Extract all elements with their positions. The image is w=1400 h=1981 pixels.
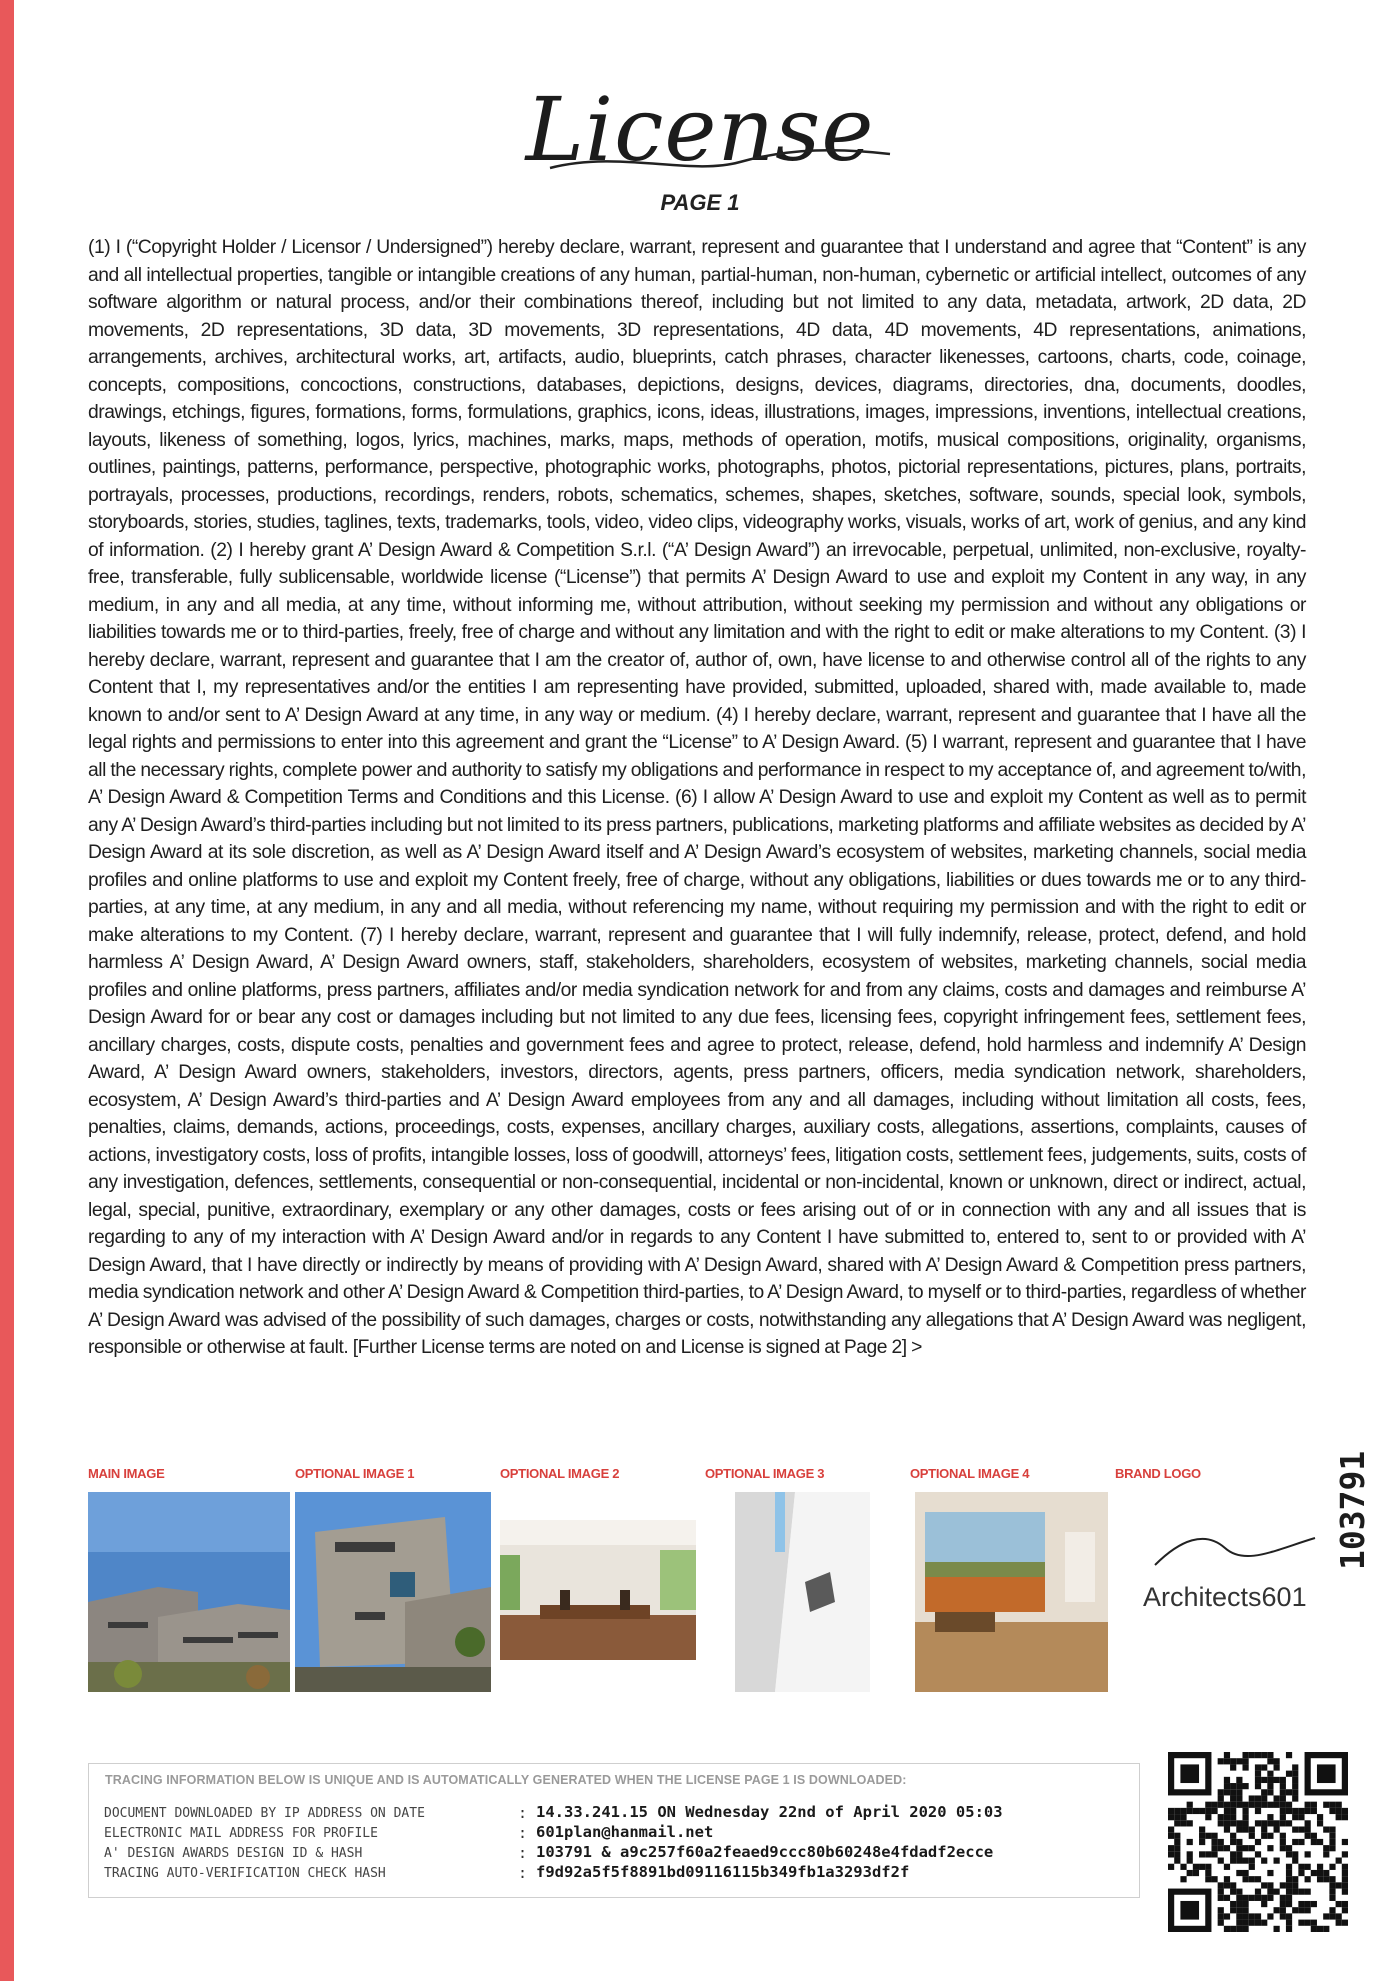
- optional-image-1: [295, 1492, 491, 1692]
- trace-value-design-id-hash: 103791 & a9c257f60a2feaed9ccc80b60248e4fdadf2ecce: [536, 1843, 994, 1861]
- trace-value-check-hash: f9d92a5f5f8891bd09116115b349fb1a3293df2f: [536, 1863, 910, 1881]
- tracing-header: TRACING INFORMATION BELOW IS UNIQUE AND IS AUTOMATICALLY GENERATED WHEN THE LICENSE PAGE 1 IS DOWNLOADED:: [105, 1773, 907, 1787]
- trace-value-ip-date: 14.33.241.15 ON Wednesday 22nd of April 2020 05:03: [536, 1803, 1003, 1821]
- page-label: PAGE 1: [660, 190, 740, 215]
- left-red-margin-bar: [0, 0, 14, 1981]
- trace-separator: :: [518, 1824, 528, 1842]
- optional-image-2: [500, 1520, 696, 1660]
- design-id-vertical: 103791: [1333, 1450, 1372, 1570]
- trace-separator: :: [518, 1804, 528, 1822]
- optional-image-3: [735, 1492, 870, 1692]
- optional-image-4-label: OPTIONAL IMAGE 4: [910, 1466, 1030, 1481]
- trace-separator: :: [518, 1864, 528, 1882]
- trace-label-email: ELECTRONIC MAIL ADDRESS FOR PROFILE: [104, 1826, 378, 1841]
- optional-image-4: [915, 1492, 1108, 1692]
- trace-label-design-id-hash: A' DESIGN AWARDS DESIGN ID & HASH: [104, 1846, 363, 1861]
- main-image-label: MAIN IMAGE: [88, 1466, 165, 1481]
- license-title: License: [525, 78, 875, 181]
- main-image: [88, 1492, 290, 1692]
- trace-separator: :: [518, 1844, 528, 1862]
- optional-image-2-label: OPTIONAL IMAGE 2: [500, 1466, 620, 1481]
- trace-label-check-hash: TRACING AUTO-VERIFICATION CHECK HASH: [104, 1866, 386, 1881]
- trace-label-ip-date: DOCUMENT DOWNLOADED BY IP ADDRESS ON DATE: [104, 1806, 425, 1821]
- trace-value-email: 601plan@hanmail.net: [536, 1823, 714, 1841]
- brand-logo: [1135, 1520, 1345, 1640]
- title-flourish-icon: [540, 140, 900, 180]
- optional-image-1-label: OPTIONAL IMAGE 1: [295, 1466, 415, 1481]
- optional-image-3-label: OPTIONAL IMAGE 3: [705, 1466, 825, 1481]
- license-body-text: (1) I (“Copyright Holder / Licensor / Undersigned”) hereby declare, warrant, represent and guarantee that I understand and agree that “Content” is any and all intellectual properties, tangible or intangible creations of any human, partial-human, non-human, cybernetic or artificial intellect, outcomes of any software algorithm or natural process, and/or their combinations thereof, including but not limited to any data, metadata, artwork, 2D data, 2D movements, 2D representations, 3D data, 3D movements, 3D representations, 4D data, 4D movements, 4D representations, animations, arrangements, archives, architectural works, art, artifacts, audio, blueprints, catch phrases, character likenesses, cartoons, charts, code, coinage, concepts, compositions, concoctions, constructions, databases, depictions, designs, devices, diagrams, directories, dna, documents, doodles, drawings, etchings, figures, formations, forms, formulations, graphics, icons, ideas, illustrations, images, impressions, inventions, intellectual creations, layouts, likeness of something, logos, lyrics, machines, marks, maps, methods of operation, motifs, musical compositions, originality, organisms, outlines, paintings, patterns, performance, perspective, photographic works, photographs, photos, pictorial representations, pictures, plans, portraits, portrayals, processes, productions, recordings, renders, robots, schematics, schemes, shapes, sketches, software, sounds, special look, symbols, storyboards, stories, studies, taglines, texts, trademarks, tools, video, video clips, videography works, visuals, works of art, work of genius, and any kind of information. (2) I hereby grant A’ Design Award & Competition S.r.l. (“A’ Design Award”) an irrevocable, perpetual, unlimited, non-exclusive, royalty-free, transferable, fully sublicensable, worldwide license (“License”) that permits A’ Design Award to use and exploit my Content in any way, in any medium, in any and all media, at any time, without informing me, without attribution, without seeking my permission and without any obligations or liabilities towards me or to third-parties, freely, free of charge and without any limitation and with the right to edit or make alterations to my Content. (3) I hereby declare, warrant, represent and guarantee that I am the creator of, author of, own, have license to and otherwise control all of the rights to any Content that I, my representatives and/or the entities I am representing have provided, submitted, uploaded, shared with, made available to, made known to and/or sent to A’ Design Award at any time, in any way or medium. (4) I hereby declare, warrant, represent and guarantee that I have all the legal rights and permissions to enter into this agreement and grant the “License” to A’ Design Award. (5) I warrant, represent and guarantee that I have all the necessary rights, complete power and authority to satisfy my obligations and performance in respect to my acceptance of, and agreement to/with, A’ Design Award & Competition Terms and Conditions and this License. (6) I allow A’ Design Award to use and exploit my Content as well as to permit any A’ Design Award’s third-parties including but not limited to its press partners, publications, marketing platforms and affiliate websites as decided by A’ Design Award at its sole discretion, as well as A’ Design Award itself and A’ Design Award’s ecosystem of websites, marketing channels, social media profiles and online platforms to use and exploit my Content freely, free of charge, without any obligations, liabilities or dues towards me or to any third-parties, at any time, at any medium, in any and all media, without referencing my name, without requiring my permission and with the right to edit or make alterations to my Content. (7) I hereby declare, warrant, represent and guarantee that I will fully indemnify, release, protect, defend, and hold harmless A’ Design Award, A’ Design Award owners, staff, stakeholders, shareholders, ecosystem of websites, marketing channels, social media profiles and online platforms, press partners, affiliates and/or media syndication network for and from any claims, costs and damages and reimburse A’ Design Award for or bear any cost or damages including but not limited to any due fees, licensing fees, copyright infringement fees, settlement fees, ancillary charges, costs, dispute costs, penalties and government fees and agree to protect, release, defend, hold harmless and indemnify A’ Design Award, A’ Design Award owners, stakeholders, investors, directors, agents, press partners, officers, media syndication network, shareholders, ecosystem, A’ Design Award’s third-parties and A’ Design Award employees from any and all damages, including without limitation all costs, fees, penalties, claims, demands, actions, proceedings, costs, expenses, ancillary charges, auxiliary costs, allegations, assertions, complaints, causes of actions, investigatory costs, loss of profits, intangible losses, loss of goodwill, attorneys’ fees, litigation costs, settlement fees, judgements, suits, costs of any investigation, defences, settlements, consequential or non-consequential, incidental or non-incidental, known or unknown, direct or indirect, actual, legal, special, punitive, extraordinary, exemplary or any other damages, costs or fees arising out of or in connection with any and all issues that is regarding to any of my interaction with A’ Design Award and/or in regards to any Content I have submitted to, entered to, sent to or provided with A’ Design Award, that I have directly or indirectly by means of providing with A’ Design Award, shared with A’ Design Award & Competition press partners, media syndication network and other A’ Design Award & Competition third-parties, to A’ Design Award, to myself or to third-parties, regardless of whether A’ Design Award was advised of the possibility of such damages, charges or costs, notwithstanding any allegations that A’ Design Award was negligent, responsible or otherwise at fault. [Further License terms are noted on and License is signed at Page 2] >: [88, 237, 1306, 1358]
- brand-logo-swoosh-icon: [1135, 1520, 1345, 1580]
- qr-code-icon: [1168, 1752, 1348, 1932]
- brand-name: Architects601: [1143, 1582, 1307, 1612]
- brand-logo-label: BRAND LOGO: [1115, 1466, 1201, 1481]
